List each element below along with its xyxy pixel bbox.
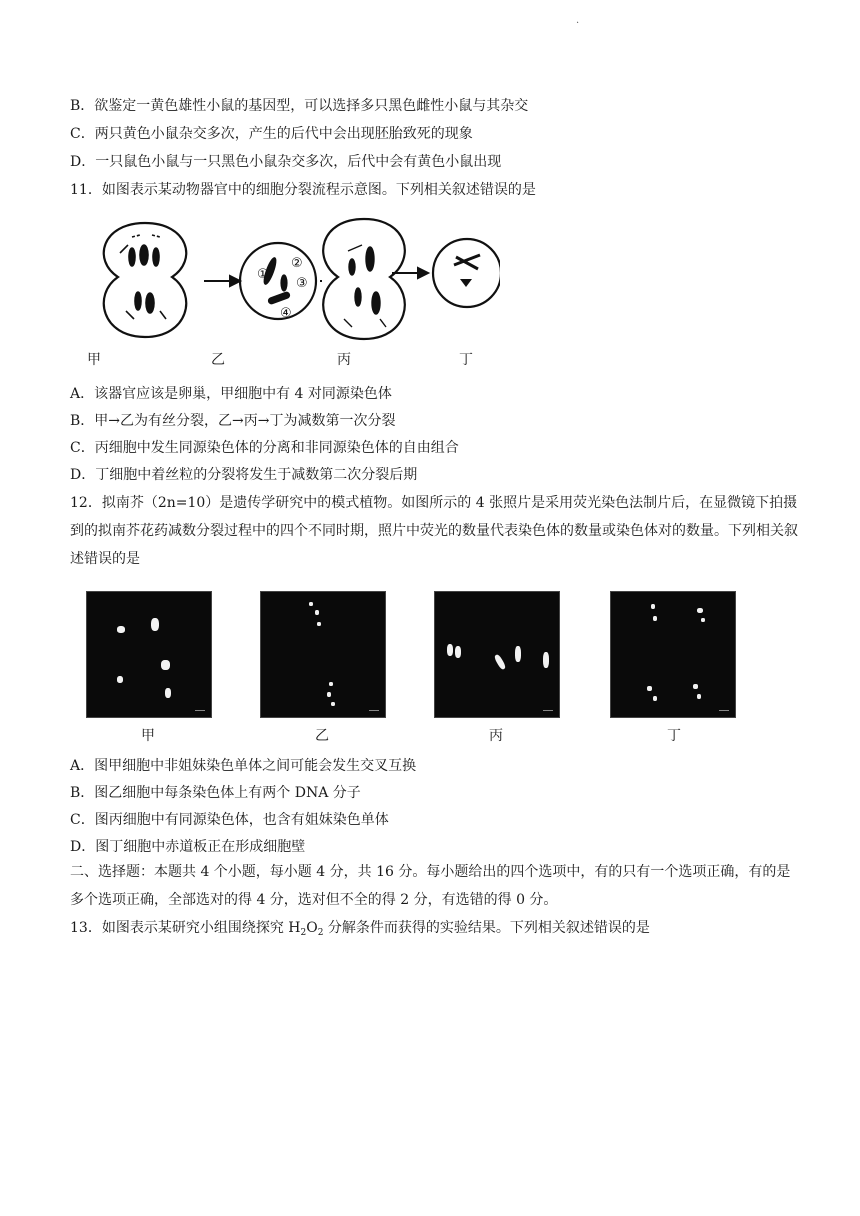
q11-option-b: B．甲→乙为有丝分裂，乙→丙→丁为减数第一次分裂: [70, 413, 396, 429]
marker-1: ①: [257, 267, 269, 282]
marker-3: ③: [296, 276, 308, 291]
q12-stem: 12．拟南芥（2n=10）是遗传学研究中的模式植物。如图所示的 4 张照片是采用荧光染色法制片后，在显微镜下拍摄到的拟南芥花药减数分裂过程中的四个不同时期，照片中荧光的数量代表染色体的数量或染色体对的数量。下列相关叙述错误的是: [70, 495, 798, 567]
q11-option-d: D．丁细胞中着丝粒的分裂将发生于减数第二次分裂后期: [70, 467, 418, 483]
photo-label-bing: 丙: [489, 728, 503, 744]
figure-label-yi: 乙: [211, 352, 225, 368]
photo-label-jia: 甲: [141, 728, 155, 744]
q12-fluorescence-figure: [80, 585, 770, 745]
q13-stem-sub2: 2: [317, 928, 324, 938]
figure-label-bing: 丙: [337, 352, 351, 368]
cell-ding-outline: [433, 239, 500, 307]
cell-jia-outline: [104, 223, 186, 337]
q13-stem-mid: O: [306, 920, 318, 936]
q11-cell-division-figure: [80, 215, 500, 375]
q11-option-a: A．该器官应该是卵巢，甲细胞中有 4 对同源染色体: [70, 386, 392, 402]
photo-label-yi: 乙: [315, 728, 329, 744]
q12-option-c: C．图丙细胞中有同源染色体，也含有姐妹染色单体: [70, 812, 389, 828]
cell-bing-outline: [323, 219, 405, 339]
cell-division-diagram: [80, 215, 500, 345]
header-mark: ·: [576, 18, 580, 29]
q12-option-d: D．图丁细胞中赤道板正在形成细胞壁: [70, 839, 306, 855]
q13-stem-sub1: 2: [300, 928, 307, 938]
q10-option-c: C．两只黄色小鼠杂交多次，产生的后代中会出现胚胎致死的现象: [70, 126, 473, 142]
photo-bing: [434, 591, 560, 718]
marker-2: ②: [291, 256, 303, 271]
marker-4: ④: [280, 306, 292, 321]
photo-jia: [86, 591, 212, 718]
q10-option-b: B．欲鉴定一黄色雄性小鼠的基因型，可以选择多只黑色雌性小鼠与其杂交: [70, 98, 529, 114]
figure-label-ding: 丁: [459, 352, 473, 368]
q12-option-a: A．图甲细胞中非姐妹染色单体之间可能会发生交叉互换: [70, 758, 417, 774]
photo-ding: [610, 591, 736, 718]
photo-label-ding: 丁: [667, 728, 681, 744]
q13-stem: [70, 918, 800, 938]
figure-label-jia: 甲: [87, 352, 101, 368]
q12-option-b: B．图乙细胞中每条染色体上有两个 DNA 分子: [70, 785, 361, 801]
q11-stem: 11．如图表示某动物器官中的细胞分裂流程示意图。下列相关叙述错误的是: [70, 182, 536, 198]
q11-option-c: C．丙细胞中发生同源染色体的分离和非同源染色体的自由组合: [70, 440, 459, 456]
q10-option-d: D．一只鼠色小鼠与一只黑色小鼠杂交多次，后代中会有黄色小鼠出现: [70, 154, 502, 170]
photo-yi: [260, 591, 386, 718]
q13-stem-pre: 13．如图表示某研究小组围绕探究 H: [70, 920, 301, 936]
q13-stem-post: 分解条件而获得的实验结果。下列相关叙述错误的是: [323, 920, 650, 936]
section-2-heading: 二、选择题：本题共 4 个小题，每小题 4 分，共 16 分。每小题给出的四个选项中，有的只有一个选项正确，有的是多个选项正确，全部选对的得 4 分，选对但不全的得 2 分，有选错的得 0 分。: [70, 864, 791, 908]
